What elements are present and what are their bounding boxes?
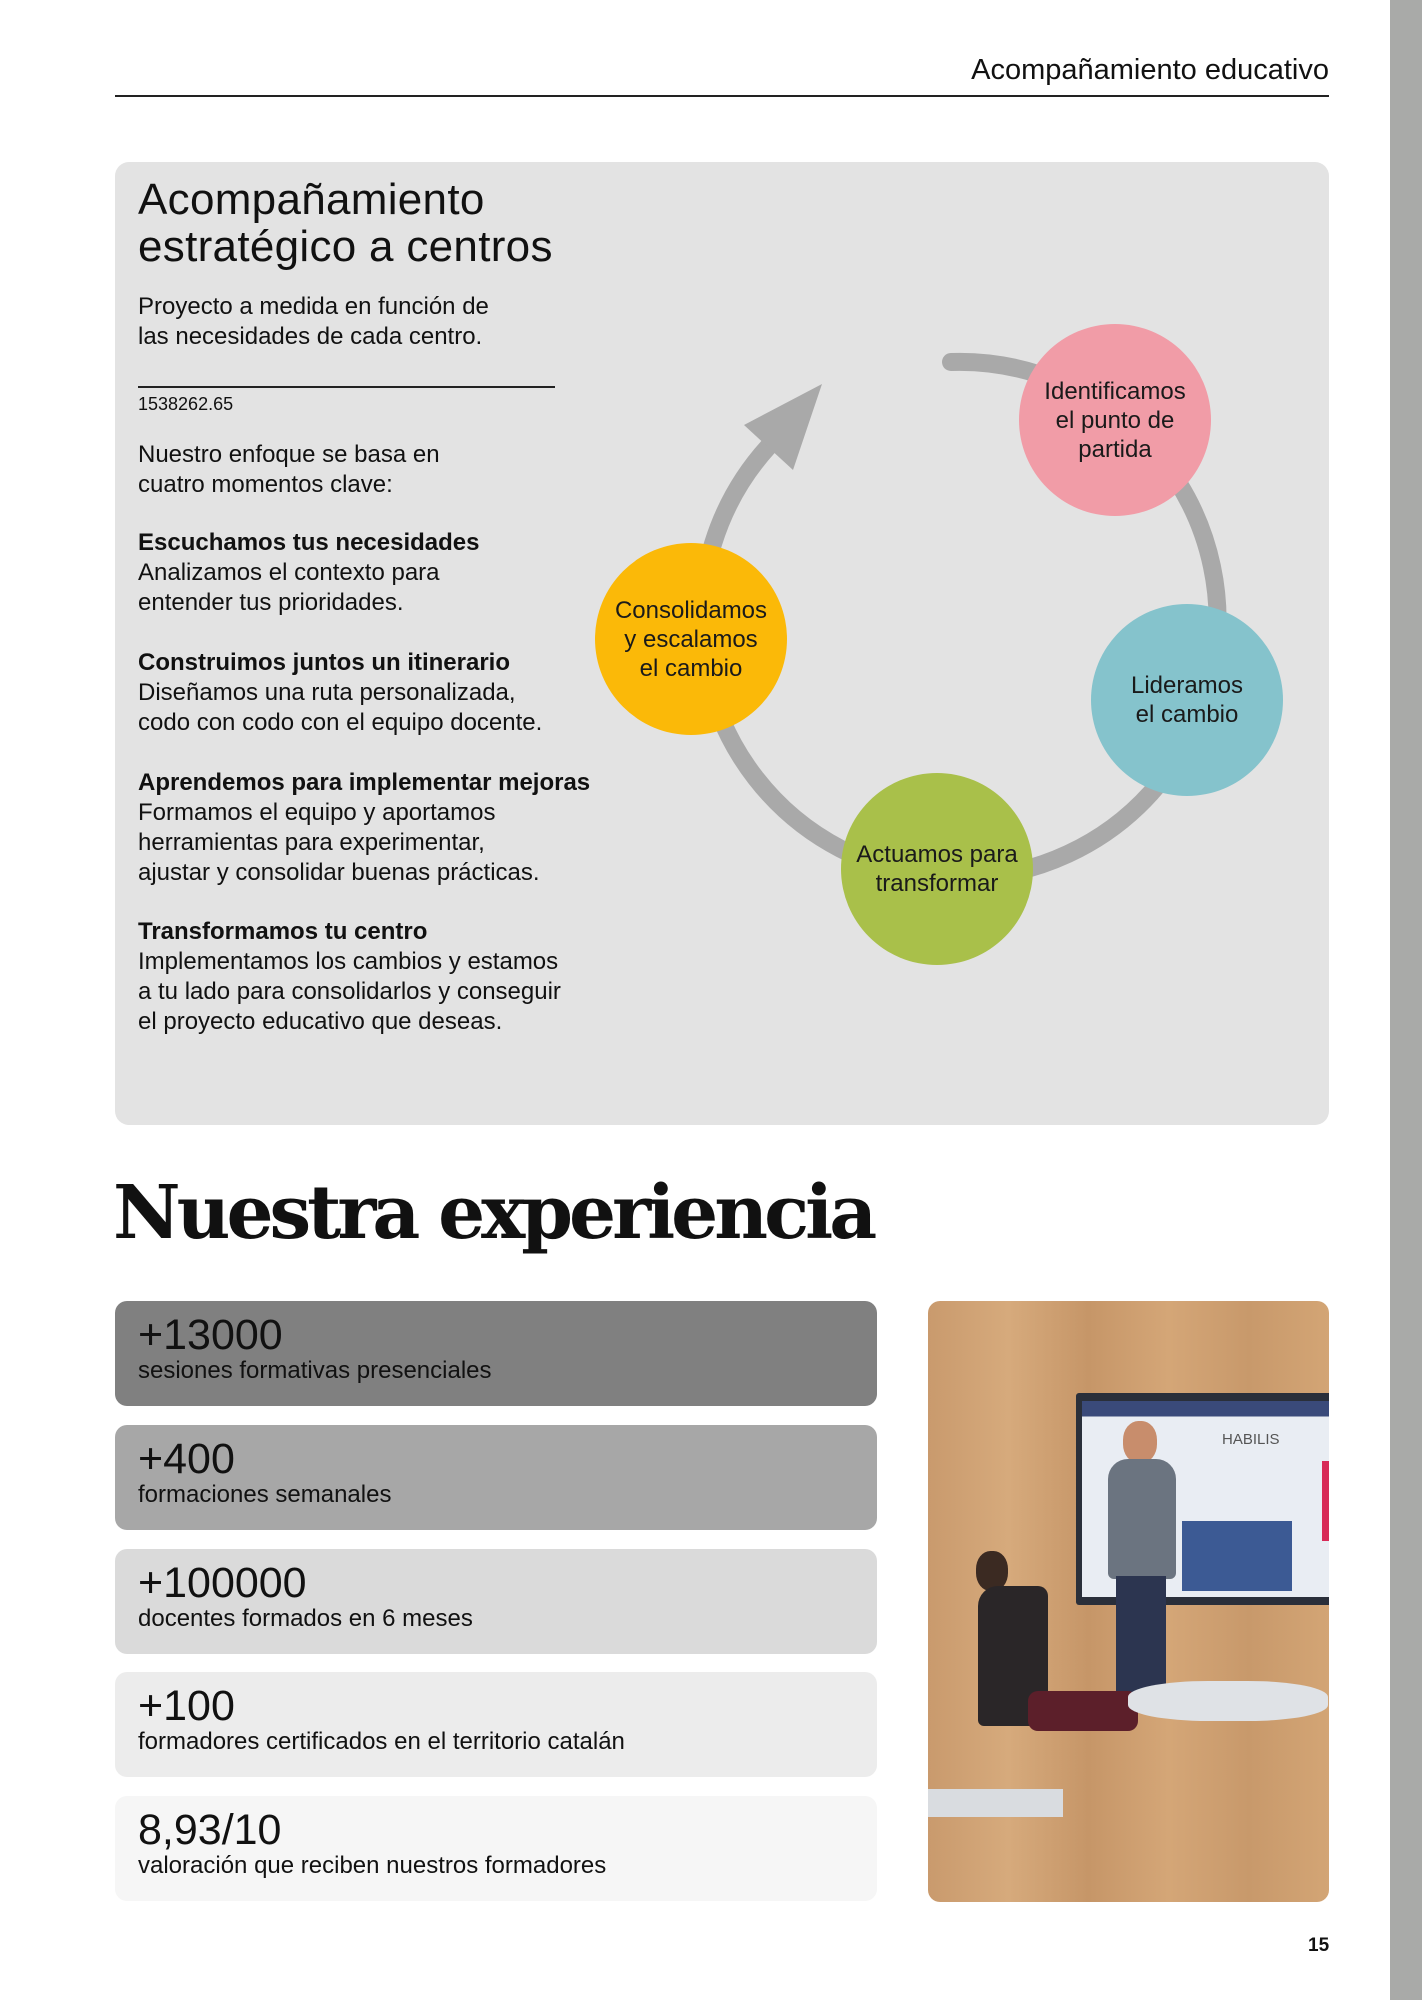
presenter-body — [1108, 1459, 1176, 1579]
card-intro: Nuestro enfoque se basa en cuatro momentos clave: — [138, 441, 440, 498]
header-divider — [115, 95, 1329, 97]
table — [1128, 1681, 1328, 1721]
card-title: Acompañamiento estratégico a centros — [138, 175, 553, 271]
stat-card: 8,93/10 valoración que reciben nuestros formadores — [115, 1796, 877, 1901]
step-learn: Aprendemos para implementar mejoras Formamos el equipo y aportamos herramientas para experimentar, ajustar y consolidar buenas prácticas. — [138, 769, 591, 886]
presenter-head — [1123, 1421, 1157, 1463]
screen-logo-text: HABILIS — [1222, 1431, 1280, 1448]
step-listen: Escuchamos tus necesidades Analizamos el contexto para entender tus prioridades. — [138, 529, 480, 616]
stat-card: +400 formaciones semanales — [115, 1425, 877, 1530]
classroom-training-photo — [928, 1301, 1329, 1902]
cycle-node-act: Actuamos para transformar — [841, 773, 1033, 965]
stat-card: +13000 sesiones formativas presenciales — [115, 1301, 877, 1406]
side-color-strip — [1390, 0, 1422, 2000]
page-number: 15 — [1308, 1935, 1330, 1956]
experience-title: Nuestra experiencia — [113, 1170, 874, 1256]
step-transform: Transformamos tu centro Implementamos los cambios y estamos a tu lado para consolidarlos y conseguir el proyecto educativo que deseas. — [138, 918, 561, 1035]
step-itinerary: Construimos juntos un itinerario Diseñamos una ruta personalizada, codo con codo con el equipo docente. — [138, 649, 543, 736]
cycle-node-consolidate: Consolidamos y escalamos el cambio — [595, 543, 787, 735]
attendee-head — [976, 1551, 1008, 1591]
cycle-node-identify: Identificamos el punto de partida — [1019, 324, 1211, 516]
stat-card: +100000 docentes formados en 6 meses — [115, 1549, 877, 1654]
stat-card: +100 formadores certificados en el territorio catalán — [115, 1672, 877, 1777]
running-header: Acompañamiento educativo — [971, 54, 1329, 86]
card-code: 1538262.65 — [138, 394, 234, 414]
card-subtitle: Proyecto a medida en función de las necesidades de cada centro. — [138, 293, 489, 350]
cycle-node-lead: Lideramos el cambio — [1091, 604, 1283, 796]
card-divider — [138, 386, 555, 388]
